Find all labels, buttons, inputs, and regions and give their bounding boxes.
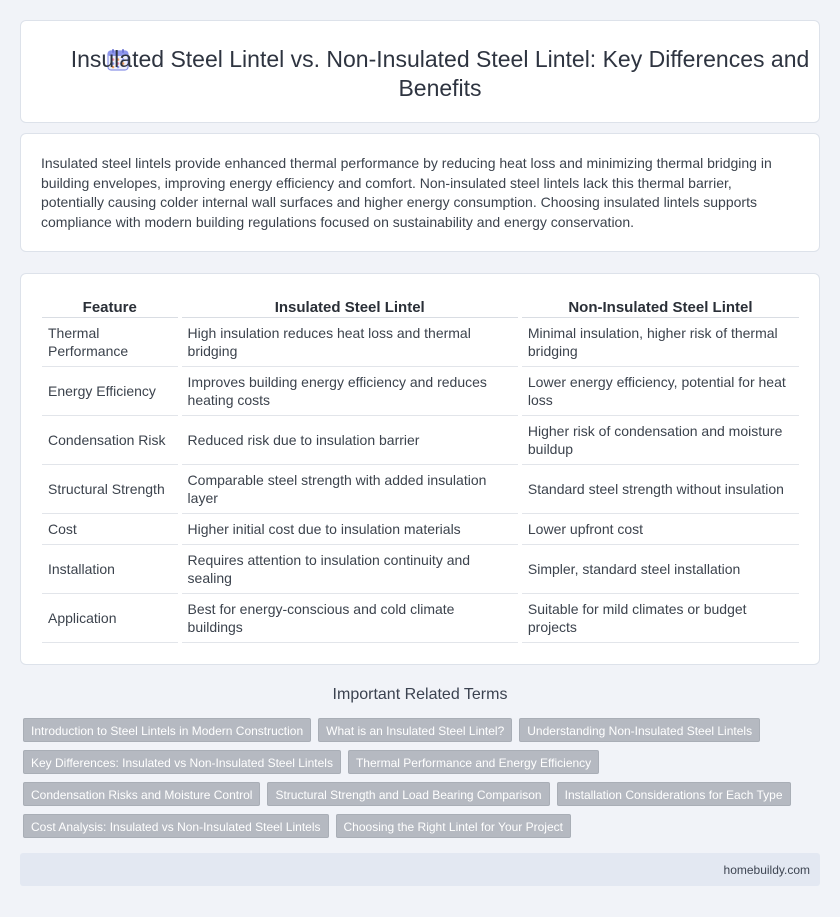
table-cell: Lower upfront cost [522, 514, 799, 545]
related-term-tag[interactable]: Understanding Non-Insulated Steel Lintels [519, 718, 760, 742]
related-term-tag[interactable]: Cost Analysis: Insulated vs Non-Insulated Steel Lintels [23, 814, 329, 838]
table-cell: Best for energy-conscious and cold climate buildings [182, 594, 518, 643]
table-cell: Condensation Risk [42, 416, 178, 465]
table-header-row [42, 296, 799, 318]
page-title: Insulated Steel Lintel vs. Non-Insulated Steel Lintel: Key Differences and Benefits [70, 46, 810, 101]
table-cell: Simpler, standard steel installation [522, 545, 799, 594]
related-term-tag[interactable]: Installation Considerations for Each Type [557, 782, 791, 806]
table-cell: Comparable steel strength with added insulation layer [182, 465, 518, 514]
header-insulated: Insulated Steel Lintel [182, 296, 518, 318]
table-cell: Standard steel strength without insulation [522, 465, 799, 514]
related-term-tag[interactable]: Key Differences: Insulated vs Non-Insulated Steel Lintels [23, 750, 341, 774]
table-cell: Higher initial cost due to insulation materials [182, 514, 518, 545]
table-cell: Requires attention to insulation continuity and sealing [182, 545, 518, 594]
table-cell: Reduced risk due to insulation barrier [182, 416, 518, 465]
comparison-table-card [20, 273, 820, 665]
table-cell: Cost [42, 514, 178, 545]
related-term-tag[interactable]: What is an Insulated Steel Lintel? [318, 718, 512, 742]
related-term-tag[interactable]: Thermal Performance and Energy Efficiency [348, 750, 599, 774]
table-row [42, 514, 799, 545]
related-term-tag[interactable]: Choosing the Right Lintel for Your Project [336, 814, 571, 838]
table-cell: Suitable for mild climates or budget projects [522, 594, 799, 643]
header-non-insulated: Non-Insulated Steel Lintel [522, 296, 799, 318]
header-feature: Feature [42, 296, 178, 318]
table-cell: Application [42, 594, 178, 643]
table-cell: Thermal Performance [42, 318, 178, 367]
table-cell: Minimal insulation, higher risk of thermal bridging [522, 318, 799, 367]
table-cell: High insulation reduces heat loss and thermal bridging [182, 318, 518, 367]
table-cell: Installation [42, 545, 178, 594]
table-cell: Lower energy efficiency, potential for heat loss [522, 367, 799, 416]
table-cell: Improves building energy efficiency and reduces heating costs [182, 367, 518, 416]
intro-card [20, 133, 820, 252]
related-term-tag[interactable]: Introduction to Steel Lintels in Modern Construction [23, 718, 311, 742]
footer [20, 853, 820, 886]
related-term-tag[interactable]: Structural Strength and Load Bearing Comparison [267, 782, 549, 806]
intro-paragraph: Insulated steel lintels provide enhanced thermal performance by reducing heat loss and minimizing thermal bridging in building envelopes, improving energy efficiency and comfort. Non-insulated steel lintels lack this thermal barrier, potentially causing colder internal wall surfaces and higher energy consumption. Choosing insulated lintels supports compliance with modern building regulations focused on sustainability and energy conservation. [41, 155, 772, 230]
table-row [42, 594, 799, 643]
comparison-table [42, 296, 799, 643]
table-cell: Structural Strength [42, 465, 178, 514]
related-term-tag[interactable]: Condensation Risks and Moisture Control [23, 782, 260, 806]
table-cell: Energy Efficiency [42, 367, 178, 416]
table-row [42, 367, 799, 416]
related-terms-heading: Important Related Terms [332, 686, 508, 703]
footer-site-link[interactable]: homebuildy.com [723, 863, 810, 877]
table-row [42, 545, 799, 594]
title-card [20, 20, 820, 123]
related-terms-list [23, 718, 823, 846]
table-row [42, 318, 799, 367]
table-row [42, 465, 799, 514]
table-row [42, 416, 799, 465]
table-cell: Higher risk of condensation and moisture buildup [522, 416, 799, 465]
